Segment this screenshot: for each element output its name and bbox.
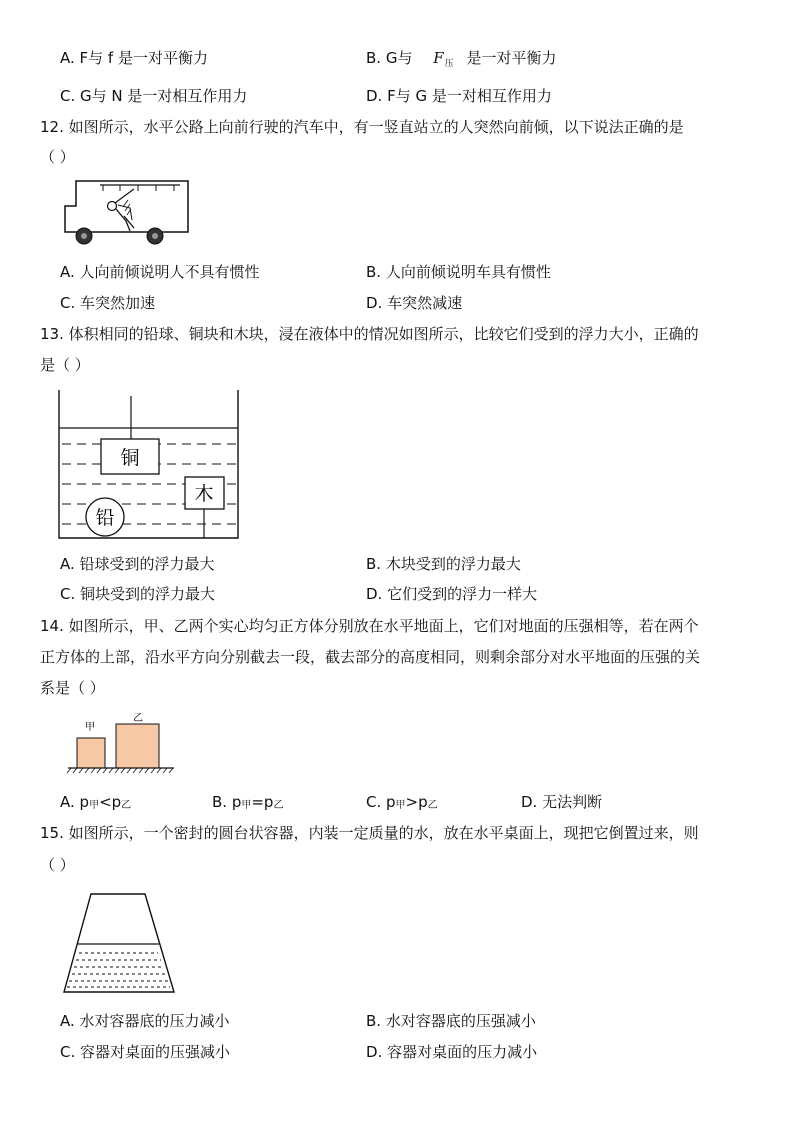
q11-option-a: A. F与 f 是一对平衡力 xyxy=(60,49,208,67)
yi-label: 乙 xyxy=(133,713,143,724)
jia-label: 甲 xyxy=(85,722,95,733)
q14-cubes-figure xyxy=(66,708,178,774)
q14-option-b-sub1: 甲 xyxy=(241,800,252,811)
q14-option-c-sub1: 甲 xyxy=(395,800,406,811)
q15-option-a: A. 水对容器底的压力减小 xyxy=(60,1012,230,1030)
q12-option-b: B. 人向前倾说明车具有惯性 xyxy=(366,263,551,281)
q14-option-d: D. 无法判断 xyxy=(521,793,603,811)
q14-option-a-sub1: 甲 xyxy=(89,800,100,811)
q14-option-a xyxy=(60,792,131,816)
q12-stem-line2: （ ） xyxy=(40,148,75,166)
q14-option-c-sub2: 乙 xyxy=(427,800,438,811)
q15-option-b: B. 水对容器底的压强减小 xyxy=(366,1012,536,1030)
q13-option-d: D. 它们受到的浮力一样大 xyxy=(366,585,538,603)
q11-option-b xyxy=(366,48,556,74)
q14-option-a-sub2: 乙 xyxy=(121,800,132,811)
q12-option-a: A. 人向前倾说明人不具有惯性 xyxy=(60,263,260,281)
q11-option-b-prefix: B. G与 xyxy=(366,49,413,67)
q13-option-a: A. 铅球受到的浮力最大 xyxy=(60,555,215,573)
q13-option-b: B. 木块受到的浮力最大 xyxy=(366,555,521,573)
q14-option-a-prefix: A. p xyxy=(60,793,90,811)
copper-label: 铜 xyxy=(120,447,140,469)
q14-option-c-prefix: C. p xyxy=(366,793,396,811)
q14-stem-line1: 14. 如图所示，甲、乙两个实心均匀正方体分别放在水平地面上，它们对地面的压强相等，若在两个 xyxy=(40,617,699,635)
q15-option-d: D. 容器对桌面的压力减小 xyxy=(366,1043,538,1061)
q12-option-d: D. 车突然减速 xyxy=(366,294,463,312)
q14-stem-line2: 正方体的上部，沿水平方向分别截去一段，截去部分的高度相同，则剩余部分对水平地面的压强的关 xyxy=(40,648,701,666)
q12-option-c: C. 车突然加速 xyxy=(60,294,156,312)
q11-option-b-symbol xyxy=(433,49,453,67)
cube-jia xyxy=(77,738,105,768)
q15-stem-line1: 15. 如图所示，一个密封的圆台状容器，内装一定质量的水，放在水平桌面上，现把它倒置过来，则 xyxy=(40,824,699,842)
cube-yi xyxy=(116,724,159,768)
q12-bus-figure xyxy=(60,176,200,246)
q12-stem-line1: 12. 如图所示，水平公路上向前行驶的汽车中，有一竖直站立的人突然向前倾，以下说法正确的是 xyxy=(40,118,684,136)
q11-option-b-f: F xyxy=(433,49,444,67)
q13-stem-line1: 13. 体积相同的铅球、铜块和木块，浸在液体中的情况如图所示，比较它们受到的浮力大小，正确的 xyxy=(40,325,699,343)
q14-option-b-sub2: 乙 xyxy=(273,800,284,811)
q14-option-b-prefix: B. p xyxy=(212,793,242,811)
q13-liquid-container-figure xyxy=(54,388,244,540)
q11-option-b-suffix: 是一对平衡力 xyxy=(466,49,557,67)
wood-label: 木 xyxy=(194,483,214,505)
q14-option-c xyxy=(366,792,438,816)
q11-option-d: D. F与 G 是一对相互作用力 xyxy=(366,87,552,105)
q13-stem-line2: 是（ ） xyxy=(40,356,90,374)
q14-stem-line3: 系是（ ） xyxy=(40,679,105,697)
q14-option-c-mid: >p xyxy=(405,793,428,811)
q13-option-c: C. 铜块受到的浮力最大 xyxy=(60,585,216,603)
lead-label: 铅 xyxy=(95,507,115,529)
q14-option-b xyxy=(212,792,283,816)
q11-option-b-sub: 压 xyxy=(444,59,454,69)
q15-stem-line2: （ ） xyxy=(40,856,75,874)
q15-option-c: C. 容器对桌面的压强减小 xyxy=(60,1043,231,1061)
q11-option-c: C. G与 N 是一对相互作用力 xyxy=(60,87,248,105)
q15-frustum-container-figure xyxy=(60,890,180,996)
q14-option-a-mid: <p xyxy=(99,793,122,811)
q14-option-b-mid: =p xyxy=(251,793,274,811)
